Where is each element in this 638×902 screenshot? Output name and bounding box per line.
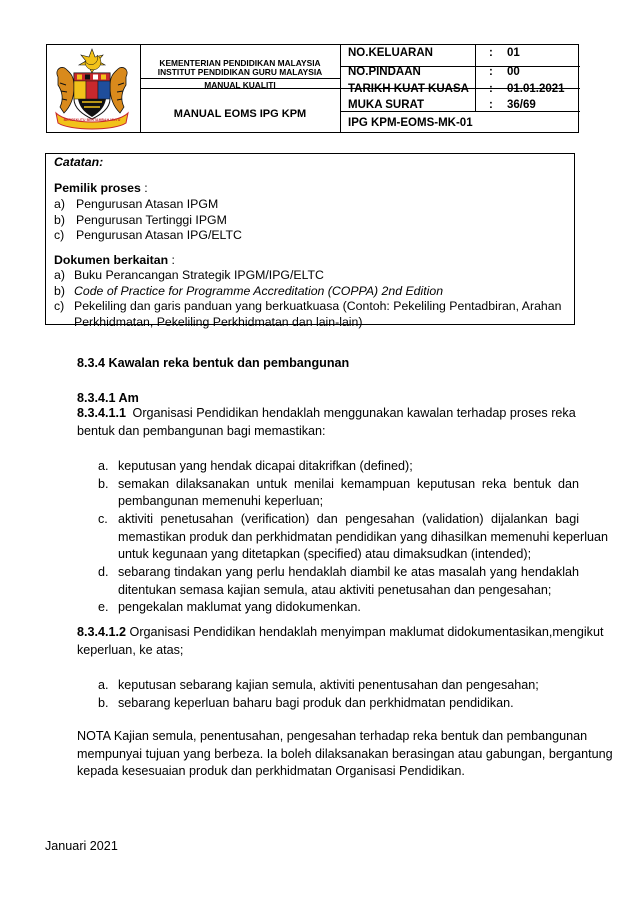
list-text: pengekalan maklumat yang didokumenkan. [118, 600, 361, 614]
list-text: Pengurusan Tertinggi IPGM [76, 213, 227, 227]
list-text: Code of Practice for Programme Accreditation (COPPA) 2nd Edition [74, 284, 444, 298]
paragraph-text: Organisasi Pendidikan hendaklah menggunakan kawalan terhadap proses reka [132, 406, 576, 420]
document-code: IPG KPM-EOMS-MK-01 [348, 117, 473, 129]
crest-motto: BERSEKUTU BERTAMBAH MUTU [63, 118, 121, 122]
nota-line: mempunyai tujuan yang berbeza. Ia boleh dilaksanakan berasingan atau gabungan, bergantung [77, 747, 613, 761]
meta-label: NO.PINDAAN [348, 66, 421, 78]
list-text: sebarang tindakan yang perlu hendaklah diambil ke atas masalah yang hendaklah [118, 565, 579, 579]
list-marker: e. [98, 600, 109, 614]
dokumen-label: Dokumen berkaitan [54, 253, 169, 267]
list-text: aktiviti penetusahan (verification) dan pengesahan (validation) dijalankan bagi [118, 512, 579, 526]
manual-title: MANUAL EOMS IPG KPM [173, 108, 307, 120]
pemilik-heading [54, 181, 148, 195]
meta-sep: : [489, 47, 493, 59]
sub-heading: 8.3.4.1 Am [77, 391, 139, 405]
meta-value: 00 [507, 66, 520, 78]
list-text: keputusan yang hendak dicapai ditakrifkan (defined); [118, 459, 413, 473]
section-heading: 8.3.4 Kawalan reka bentuk dan pembangunan [77, 356, 350, 370]
list-marker: a) [54, 197, 65, 211]
list-marker: a. [98, 678, 109, 692]
list-text: Pekeliling dan garis panduan yang berkuatkuasa (Contoh: Pekeliling Pentadbiran, Arahan [74, 299, 562, 313]
manual-kualiti-label: MANUAL KUALITI [204, 80, 276, 90]
list-text: keputusan sebarang kajian semula, aktiviti penentusahan dan pengesahan; [118, 678, 539, 692]
catatan-title [54, 155, 103, 169]
list-text: ditentukan semasa kajian semula, atau aktiviti penetusahan dan pengesahan; [118, 583, 552, 597]
list-marker: a. [98, 459, 109, 473]
list-item [54, 213, 227, 227]
nota-line: kepada kesesuaian produk dan perkhidmatan Organisasi Pendidikan. [77, 764, 465, 778]
pemilik-label: Pemilik proses [54, 181, 141, 195]
paragraph-1-line [77, 406, 576, 420]
list-item [54, 197, 219, 211]
list-marker: b) [54, 284, 65, 298]
dokumen-colon: : [168, 253, 175, 267]
meta-label: MUKA SURAT [348, 99, 425, 111]
list-text: pembangunan memenuhi keperluan; [118, 494, 324, 508]
list-marker: c) [54, 228, 65, 242]
list-marker: c) [54, 299, 65, 313]
list-text: Pengurusan Atasan IPG/ELTC [76, 228, 242, 242]
catatan-title-colon: : [99, 155, 104, 169]
list-marker: c. [98, 512, 108, 526]
nota-line: NOTA Kajian semula, penentusahan, pengesahan terhadap reka bentuk dan pembangunan [77, 729, 588, 743]
meta-label: TARIKH KUAT KUASA [348, 83, 469, 95]
list-text: Buku Perancangan Strategik IPGM/IPG/ELTC [74, 268, 324, 282]
meta-sep: : [489, 66, 493, 78]
list-item [54, 268, 324, 282]
list-marker: a) [54, 268, 65, 282]
meta-sep: : [489, 83, 493, 95]
list-text: memastikan produk dan perkhidmatan pendidikan yang dihasilkan memenuhi keperluan [118, 530, 609, 544]
list-marker: d. [98, 565, 109, 579]
list-text: untuk kegunaan yang ditetapkan (specified) atau dimaksudkan (intended); [118, 547, 532, 561]
list-marker: b. [98, 477, 109, 491]
meta-value: 36/69 [507, 99, 536, 111]
paragraph-1-line: bentuk dan pembangunan bagi memastikan: [77, 424, 326, 438]
paragraph-2-line [77, 625, 603, 639]
list-item [54, 228, 242, 242]
pemilik-colon: : [140, 181, 148, 195]
list-marker: b) [54, 213, 65, 227]
meta-label: NO.KELUARAN [348, 47, 433, 59]
list-marker: b. [98, 696, 109, 710]
paragraph-2-line: keperluan, ke atas; [77, 643, 184, 657]
meta-value: 01.01.2021 [507, 83, 565, 95]
meta-value: 01 [507, 47, 520, 59]
paragraph-number: 8.3.4.1.2 [77, 625, 127, 639]
paragraph-text: Organisasi Pendidikan hendaklah menyimpan maklumat didokumentasikan,mengikut [129, 625, 604, 639]
meta-sep: : [489, 99, 493, 111]
list-item [54, 299, 562, 313]
list-item-continuation: Perkhidmatan, Pekeliling Perkhidmatan dan lain-lain) [74, 315, 363, 329]
footer-date: Januari 2021 [45, 839, 118, 853]
list-text: Pengurusan Atasan IPGM [76, 197, 219, 211]
institute-name: INSTITUT PENDIDIKAN GURU MALAYSIA [157, 67, 323, 77]
catatan-title-text: Catatan [54, 155, 100, 169]
list-text: sebarang keperluan baharu bagi produk dan perkhidmatan pendidikan. [118, 696, 514, 710]
ministry-name: KEMENTERIAN PENDIDIKAN MALAYSIA [159, 58, 321, 68]
paragraph-number: 8.3.4.1.1 [77, 406, 127, 420]
list-text: semakan dilaksanakan untuk menilai kemampuan keputusan reka bentuk dan [118, 477, 579, 491]
list-item [54, 284, 444, 298]
dokumen-heading [54, 253, 175, 267]
